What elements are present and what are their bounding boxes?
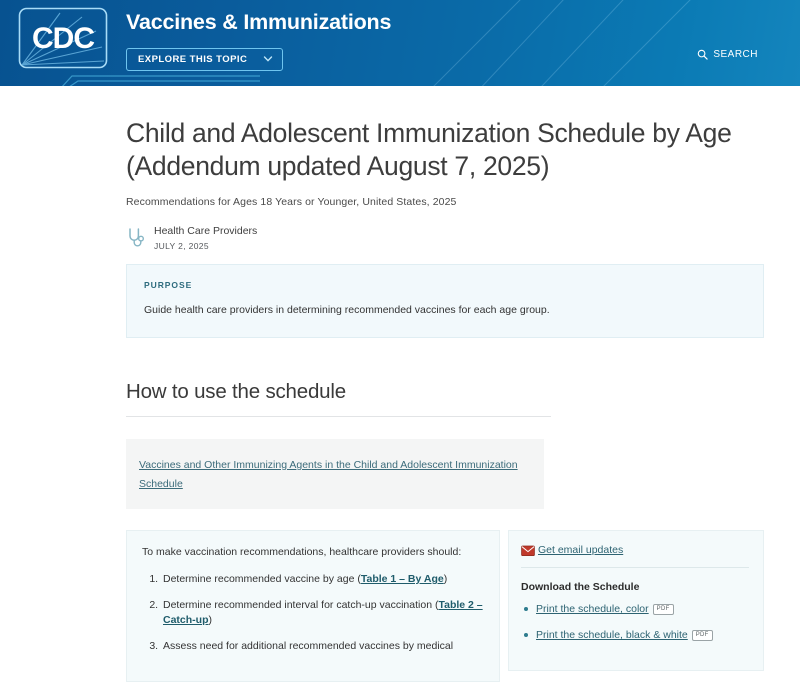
- envelope-icon: [521, 544, 535, 556]
- byline-date: JULY 2, 2025: [154, 241, 209, 251]
- get-email-updates-link[interactable]: Get email updates: [538, 544, 624, 556]
- list-item: [536, 628, 749, 642]
- step-text-after: ): [443, 573, 448, 585]
- search-icon: [697, 49, 708, 60]
- download-links-list: [521, 602, 749, 642]
- site-header: [0, 0, 800, 86]
- cdc-logo[interactable]: [18, 7, 108, 69]
- two-column-section: [126, 530, 800, 682]
- instructions-lead: To make vaccination recommendations, healthcare providers should:: [142, 546, 462, 558]
- sidebar-panel: [508, 530, 764, 671]
- explore-this-topic-button[interactable]: [126, 48, 283, 71]
- section-heading-how-to-use: How to use the schedule: [126, 380, 551, 417]
- svg-text:CDC: CDC: [32, 22, 94, 55]
- search-label: SEARCH: [713, 49, 758, 60]
- list-item: [161, 639, 483, 654]
- purpose-label: PURPOSE: [144, 280, 193, 290]
- page-title: Child and Adolescent Immunization Schedule by Age (Addendum updated August 7, 2025): [126, 118, 732, 181]
- byline-audience: Health Care Providers: [154, 225, 258, 237]
- step-text-before: Determine recommended vaccine by age (: [163, 573, 361, 585]
- download-schedule-title: Download the Schedule: [521, 581, 640, 593]
- list-item: [161, 572, 483, 587]
- related-link-vaccines-and-other-immunizing-agents[interactable]: Vaccines and Other Immunizing Agents in the Child and Adolescent Immunization Schedule: [139, 459, 518, 490]
- page-subtitle: Recommendations for Ages 18 Years or Younger, United States, 2025: [126, 196, 457, 208]
- link-table-1-by-age[interactable]: Table 1 – By Age: [360, 573, 444, 585]
- step-text-before: Assess need for additional recommended vaccines by medical: [163, 640, 454, 652]
- stethoscope-icon: [126, 227, 145, 249]
- list-item: [536, 602, 749, 616]
- page-body: [0, 117, 800, 682]
- pdf-badge: PDF: [653, 604, 674, 615]
- purpose-callout: [126, 264, 764, 338]
- instructions-panel: [126, 530, 500, 682]
- chevron-down-icon: [263, 54, 271, 62]
- print-schedule-color-link[interactable]: Print the schedule, color: [536, 603, 649, 615]
- link-table-2-catch-up[interactable]: Table 2 – Catch-up: [163, 599, 483, 626]
- print-schedule-black-white-link[interactable]: Print the schedule, black & white: [536, 629, 688, 641]
- brand-title: Vaccines & Immunizations: [126, 10, 392, 34]
- related-link-box: [126, 439, 544, 509]
- byline: [126, 225, 800, 251]
- pdf-badge: PDF: [692, 630, 713, 641]
- explore-label: EXPLORE THIS TOPIC: [138, 54, 248, 65]
- purpose-text: Guide health care providers in determining recommended vaccines for each age group.: [144, 304, 550, 316]
- instructions-steps: [142, 572, 483, 654]
- list-item: [161, 598, 483, 628]
- step-text-after: ): [208, 614, 212, 626]
- step-text-before: Determine recommended interval for catch-up vaccination (: [163, 599, 439, 611]
- search-button[interactable]: [697, 49, 758, 60]
- email-updates-row: [521, 544, 749, 568]
